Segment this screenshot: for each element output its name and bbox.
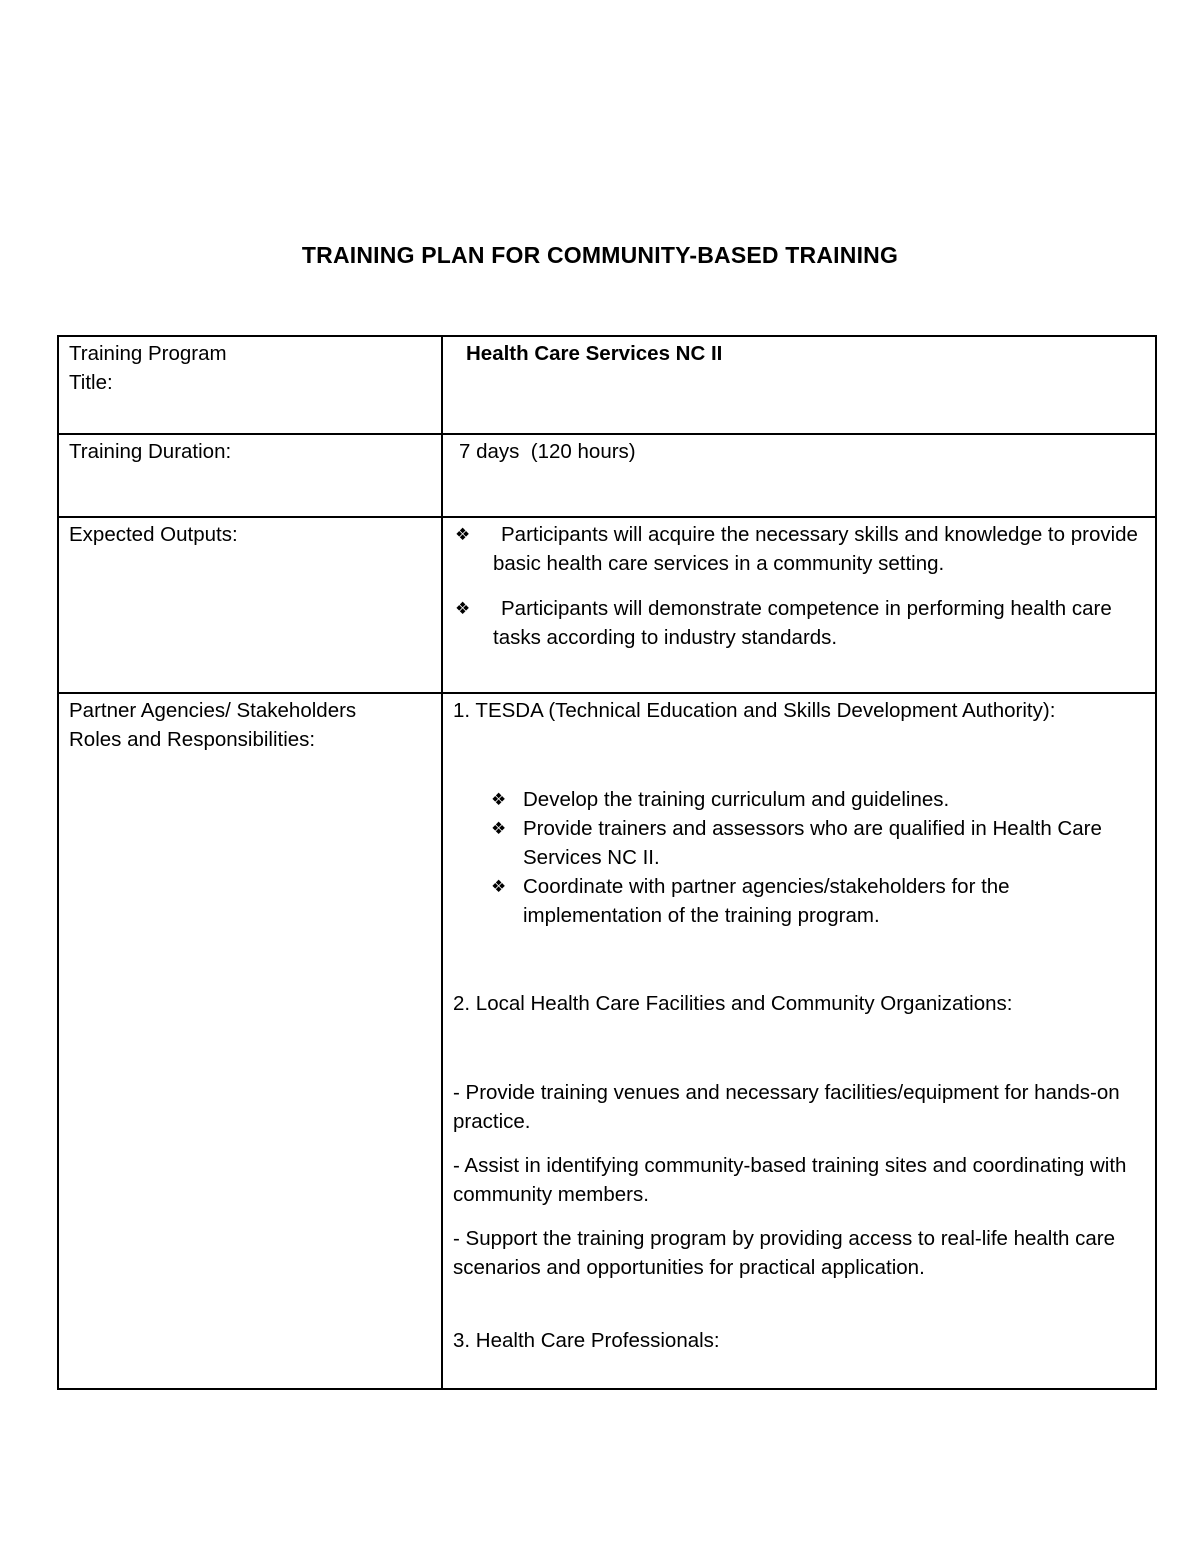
table-row-program-title — [58, 336, 1156, 434]
table-row-partner-agencies — [58, 693, 1156, 1389]
four-diamond-icon: ❖ — [491, 790, 507, 809]
partner-agencies-label: Partner Agencies/ Stakeholders Roles and Responsibilities: — [69, 699, 357, 751]
list-item — [453, 594, 1145, 652]
value-cell — [442, 517, 1156, 693]
label-cell — [58, 517, 442, 693]
list-item: - Provide training venues and necessary facilities/equipment for hands-on practice. — [453, 1081, 1120, 1133]
section-heading-tesda: 1. TESDA (Technical Education and Skills Development Authority): — [453, 699, 1056, 722]
list-item — [453, 872, 1145, 930]
task-text: Coordinate with partner agencies/stakeholders for the implementation of the training program. — [523, 875, 1010, 927]
section-heading-health-professionals: 3. Health Care Professionals: — [453, 1329, 720, 1352]
four-diamond-icon: ❖ — [455, 525, 471, 544]
value-cell — [442, 336, 1156, 434]
label-cell — [58, 693, 442, 1389]
expected-outputs-list — [453, 520, 1145, 652]
four-diamond-icon: ❖ — [491, 819, 507, 838]
list-item — [453, 814, 1145, 872]
four-diamond-icon: ❖ — [455, 599, 471, 618]
tesda-responsibilities-list — [453, 785, 1145, 930]
label-cell — [58, 434, 442, 517]
list-item: - Support the training program by providing access to real-life health care scenarios and opportunities for practical application. — [453, 1227, 1116, 1279]
task-text: Provide trainers and assessors who are qualified in Health Care Services NC II. — [523, 817, 1102, 869]
duration-label: Training Duration: — [69, 440, 232, 463]
table-row-expected-outputs — [58, 517, 1156, 693]
output-item-text: Participants will acquire the necessary skills and knowledge to provide basic health care services in a community setting. — [493, 523, 1138, 575]
list-item — [453, 520, 1145, 578]
program-title-label: Training Program Title: — [69, 342, 227, 394]
training-plan-table — [57, 335, 1157, 1390]
table-row-duration — [58, 434, 1156, 517]
spacer — [453, 930, 1145, 989]
list-item: - Assist in identifying community-based training sites and coordinating with community members. — [453, 1154, 1127, 1206]
value-cell — [442, 693, 1156, 1389]
document-title: TRAINING PLAN FOR COMMUNITY-BASED TRAINING — [301, 242, 899, 268]
label-cell — [58, 336, 442, 434]
task-text: Develop the training curriculum and guidelines. — [523, 788, 950, 811]
list-item — [453, 785, 1145, 814]
program-title-value: Health Care Services NC II — [466, 342, 723, 365]
output-item-text: Participants will demonstrate competence in performing health care tasks according to industry standards. — [493, 597, 1112, 649]
duration-value: 7 days (120 hours) — [459, 440, 636, 463]
four-diamond-icon: ❖ — [491, 877, 507, 896]
expected-outputs-label: Expected Outputs: — [69, 523, 238, 546]
value-cell — [442, 434, 1156, 517]
section-heading-local-facilities: 2. Local Health Care Facilities and Community Organizations: — [453, 992, 1013, 1015]
